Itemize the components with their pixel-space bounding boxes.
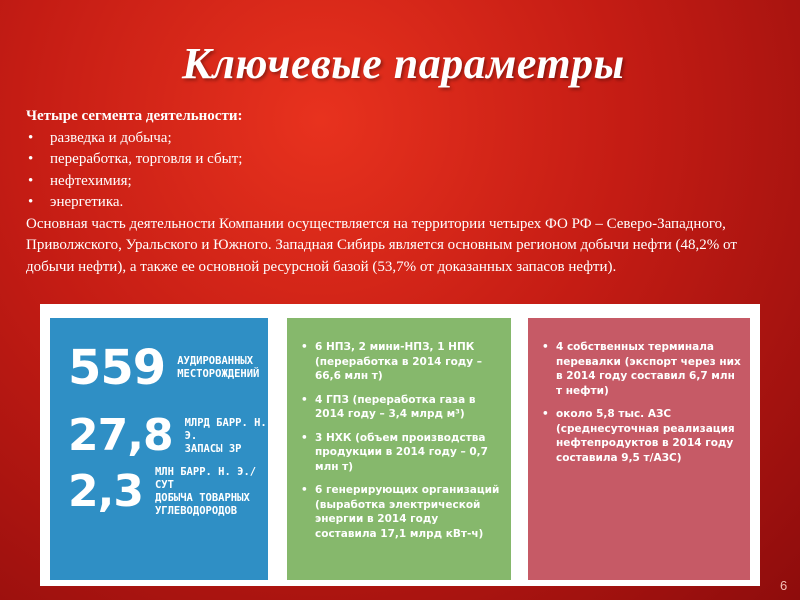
bullet-icon: •: [28, 129, 34, 146]
stats-card: [50, 318, 268, 580]
infographic-panel: [40, 304, 760, 586]
stat-label: [185, 417, 268, 456]
stat-label: [155, 466, 268, 518]
bullet-icon: •: [301, 341, 308, 353]
stat-value: 559: [68, 340, 166, 396]
list-item: [301, 431, 503, 475]
list-item-label: нефтехимия;: [50, 172, 132, 189]
segments-list: [26, 128, 776, 214]
list-item: [301, 483, 503, 541]
bullet-icon: •: [542, 408, 549, 420]
list-item: [542, 407, 742, 465]
bullet-icon: •: [28, 194, 34, 210]
stat-value: 2,3: [68, 466, 143, 517]
bullet-icon: •: [28, 172, 34, 189]
bullet-icon: •: [28, 151, 34, 167]
stat-reserves: [68, 410, 268, 461]
list-item: [26, 192, 776, 214]
stat-production: [68, 466, 268, 518]
stat-value: 27,8: [68, 410, 173, 461]
slide-title: Ключевые параметры: [182, 39, 625, 88]
stat-fields: [68, 340, 260, 396]
stat-label-line: МЛРД БАРР. Н. Э.: [184, 416, 267, 442]
list-item-label: 4 собственных терминала перевалки (экспорт через них в 2014 году составил 6,7 млн т нефти): [556, 341, 741, 397]
list-item: [26, 171, 776, 193]
list-item-label: 6 генерирующих организаций (выработка электрической энергии в 2014 году составила 17,1 млрд кВт-ч): [315, 484, 500, 540]
list-item: [301, 393, 503, 422]
list-item-label: около 5,8 тыс. АЗС (среднесуточная реализация нефтепродуктов в 2014 году составила 9,5 т/АЗС): [556, 408, 735, 464]
stat-label-line: АУДИРОВАННЫХ: [177, 355, 254, 367]
list-item-label: энергетика.: [50, 194, 124, 210]
stat-label-line: МЕСТОРОЖДЕНИЙ: [177, 368, 260, 380]
stat-label-line: УГЛЕВОДОРОДОВ: [154, 505, 238, 517]
stat-label-line: МЛН БАРР. Н. Э./СУТ: [154, 466, 257, 491]
marketing-list: [542, 340, 742, 474]
bullet-icon: •: [542, 341, 549, 353]
description-paragraph: Основная часть деятельности Компании осуществляется на территории четырех ФО РФ – Северо-Западного, Приволжского, Уральского и Южного. Западная Сибирь является основным регионом добычи нефти (48,2% от добычи нефти), а также ее основной ресурсной базой (53,7% от доказанных запасов нефти).: [26, 215, 737, 275]
list-item: [542, 340, 742, 398]
refining-card: [287, 318, 511, 580]
page-number: 6: [780, 578, 788, 593]
segments-heading: Четыре сегмента деятельности:: [26, 108, 243, 124]
stat-label-line: ЗАПАСЫ 3P: [184, 442, 242, 455]
bullet-icon: •: [301, 393, 308, 406]
refining-list: [301, 340, 503, 550]
list-item-label: переработка, торговля и сбыт;: [50, 151, 243, 167]
bullet-icon: •: [301, 484, 308, 496]
list-item: [301, 340, 503, 384]
list-item-label: 3 НХК (объем производства продукции в 2014 году – 0,7 млн т): [315, 431, 488, 473]
stat-label-line: ДОБЫЧА ТОВАРНЫХ: [154, 492, 250, 504]
bullet-icon: •: [301, 431, 308, 444]
stat-label: [177, 355, 259, 381]
list-item-label: разведка и добыча;: [50, 129, 172, 146]
marketing-card: [528, 318, 750, 580]
text-content: [26, 106, 776, 278]
list-item: [26, 128, 776, 150]
list-item: [26, 149, 776, 171]
list-item-label: 6 НПЗ, 2 мини-НПЗ, 1 НПК (переработка в 2014 году – 66,6 млн т): [315, 341, 483, 382]
list-item-label: 4 ГПЗ (переработка газа в 2014 году – 3,4 млрд м³): [315, 393, 476, 420]
